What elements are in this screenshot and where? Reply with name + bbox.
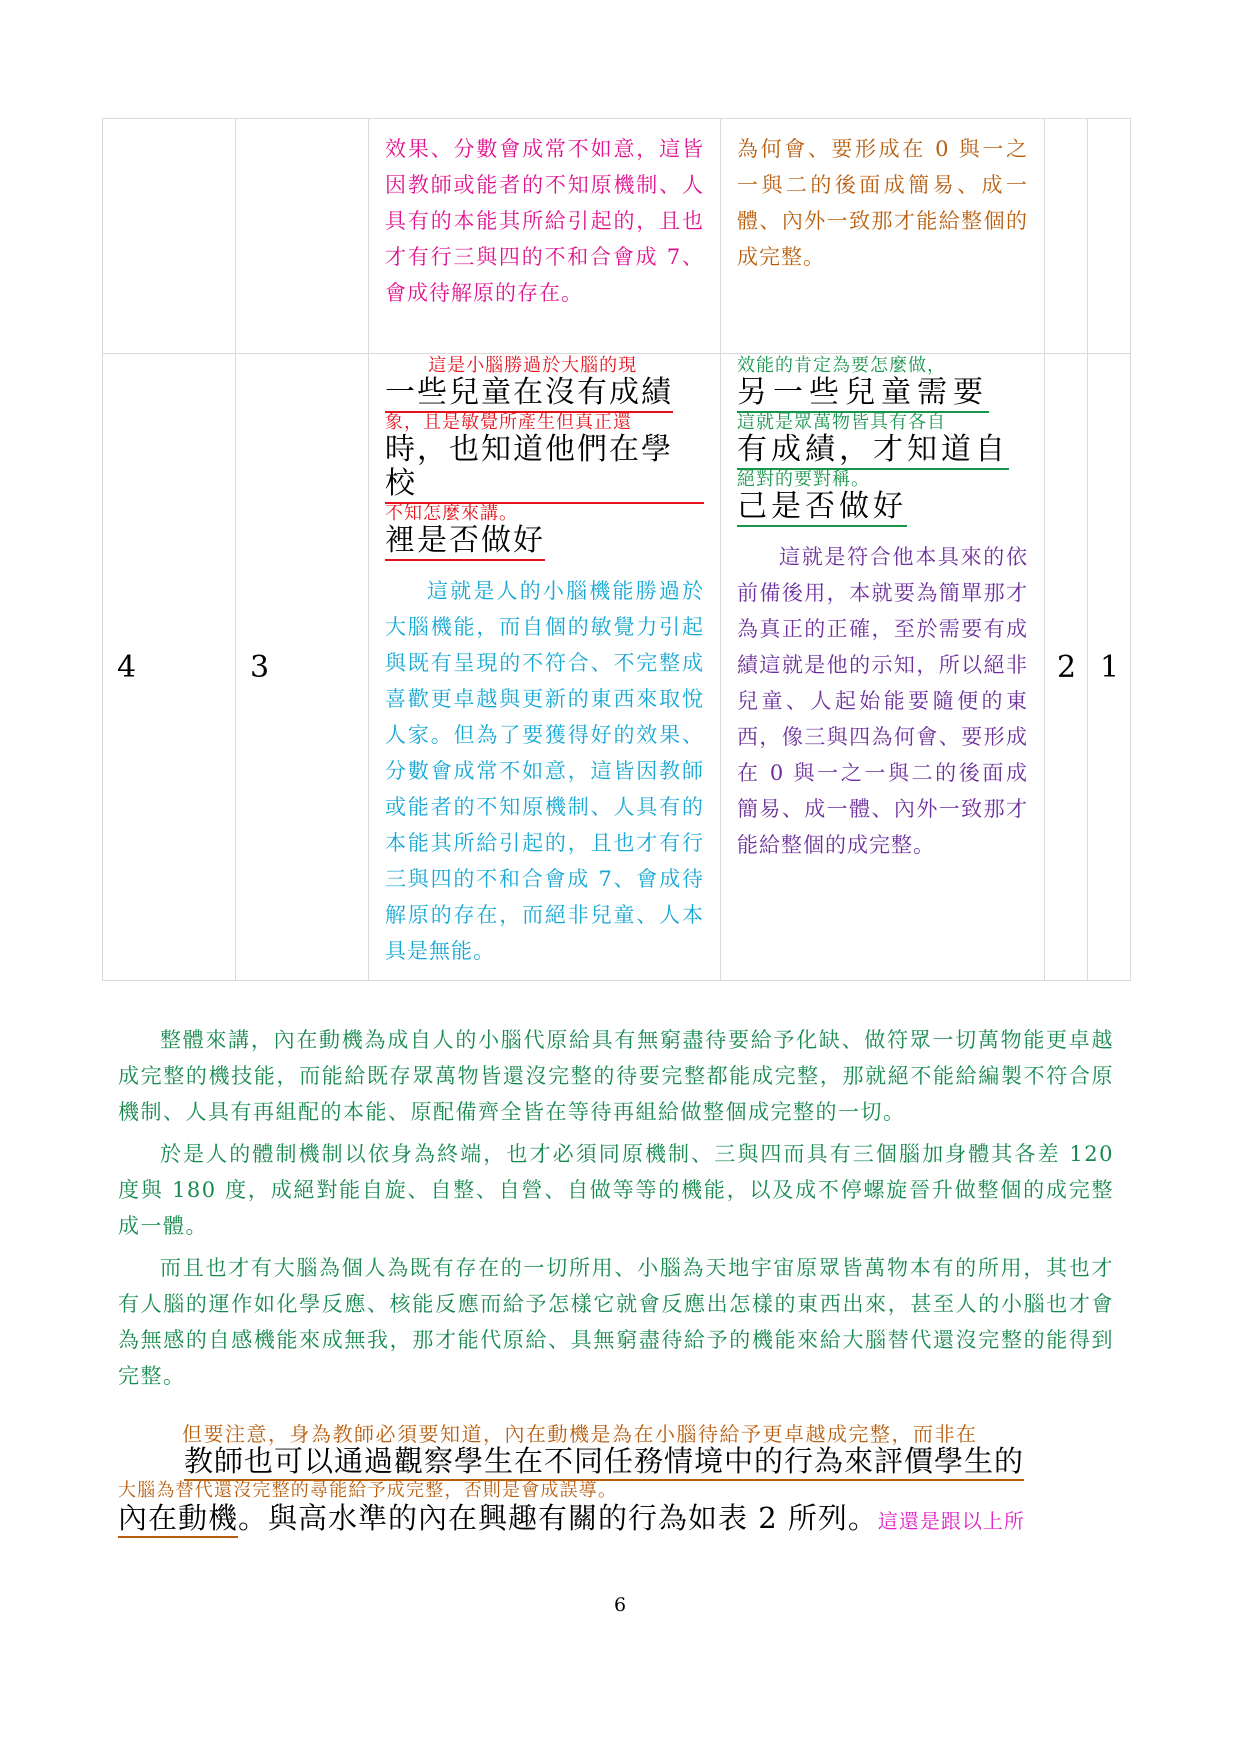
heading-text: 內在動機 <box>118 1501 238 1538</box>
heading-text: 另一些兒童需要 <box>737 376 989 413</box>
closing-paragraph <box>118 1424 1118 1538</box>
table-cell <box>721 354 1045 981</box>
table-cell <box>369 119 721 354</box>
annotation-text: 這還是跟以上所 <box>877 1509 1025 1533</box>
heading-text: 教師也可以通過觀察學生在不同任務情境中的行為來評價學生的 <box>184 1444 1024 1481</box>
annotation-text: 效能的肯定為要怎麼做， <box>737 355 946 376</box>
score-value: 4 <box>117 649 137 685</box>
heading-text: 有成績，才知道自 <box>737 433 1009 470</box>
table-cell <box>1088 354 1131 981</box>
table-cell <box>721 119 1045 354</box>
score-value: 1 <box>1100 649 1120 685</box>
table-cell <box>1088 119 1131 354</box>
table-cell <box>103 354 236 981</box>
annotation-text: 不知怎麼來講。 <box>385 503 518 524</box>
heading-text: 裡是否做好 <box>385 524 545 561</box>
heading-text: 。與高水準的內在興趣有關的行為如表 2 所列。 <box>238 1501 878 1535</box>
heading-text: 一些兒童在沒有成績 <box>385 376 673 413</box>
paragraph: 於是人的體制機制以依身為終端，也才必須同原機制、三與四而具有三個腦加身體其各差 120 度與 180 度，成絕對能自旋、自整、自營、自做等等的機能，以及成不停螺旋晉升做整個的成完整成一體。 <box>118 1142 1114 1238</box>
cell-text: 這就是人的小腦機能勝過於大腦機能，而自個的敏覺力引起與既有呈現的不符合、不完整成喜歡更卓越與更新的東西來取悅人家。但為了要獲得好的效果、分數會成常不如意，這皆因教師或能者的不知原機制、人具有的本能其所給引起的，且也才有行三與四的不和合會成 7、會成待解原的存在，而絕非兒童、人本具是無能。 <box>385 579 704 963</box>
cell-text: 為何會、要形成在 0 與一之一與二的後面成簡易、成一體、內外一致那才能給整個的成完整。 <box>737 137 1028 269</box>
paragraph: 整體來講，內在動機為成自人的小腦代原給具有無窮盡待要給予化缺、做符眾一切萬物能更卓越成完整的機技能，而能給既存眾萬物皆還沒完整的待要完整都能成完整，那就絕不能給編製不符合原機制、人具有再組配的本能、原配備齊全皆在等待再組給做整個成完整的一切。 <box>118 1028 1114 1124</box>
table-cell <box>103 119 236 354</box>
cell-text: 效果、分數會成常不如意，這皆因教師或能者的不知原機制、人具有的本能其所給引起的，且也才有行三與四的不和合會成 7、會成待解原的存在。 <box>385 137 704 305</box>
score-value: 3 <box>250 649 270 685</box>
annotation-text: 大腦為替代還沒完整的尋能給予成完整，否則是會成誤導。 <box>118 1480 618 1501</box>
table-cell <box>1045 354 1088 981</box>
table-cell <box>236 354 369 981</box>
comparison-table <box>102 118 1131 981</box>
heading-text: 時，也知道他們在學校 <box>385 433 704 504</box>
annotation-text: 但要注意，身為教師必須要知道，內在動機是為在小腦待給予更卓越成完整，而非在 <box>182 1422 978 1446</box>
table-cell <box>1045 119 1088 354</box>
annotation-text: 這就是眾萬物皆具有各自 <box>737 412 946 433</box>
paragraph: 而且也才有大腦為個人為既有存在的一切所用、小腦為天地宇宙原眾皆萬物本有的所用，其也才有人腦的運作如化學反應、核能反應而給予怎樣它就會反應出怎樣的東西出來，甚至人的小腦也才會為無感的自感機能來成無我，那才能代原給、具無窮盡待給予的機能來給大腦替代還沒完整的能得到完整。 <box>118 1256 1114 1388</box>
table-row <box>103 119 1131 354</box>
table-row <box>103 354 1131 981</box>
cell-text: 這就是符合他本具來的依前備後用，本就要為簡單那才為真正的正確，至於需要有成績這就是他的示知，所以絕非兒童、人起始能要隨便的東西，像三與四為何會、要形成在 0 與一之一與二的後面成簡易、成一體、內外一致那才能給整個的成完整。 <box>737 545 1028 857</box>
annotation-text: 這是小腦勝過於大腦的現 <box>428 355 638 376</box>
heading-text: 己是否做好 <box>737 490 907 527</box>
annotation-text: 絕對的要對稱。 <box>737 469 870 490</box>
annotation-text: 象，且是敏覺所產生但真正還 <box>385 412 632 433</box>
table-cell <box>369 354 721 981</box>
table-cell <box>236 119 369 354</box>
score-value: 2 <box>1057 649 1077 685</box>
body-paragraphs <box>118 1022 1114 1394</box>
page-number: 6 <box>613 1594 627 1616</box>
